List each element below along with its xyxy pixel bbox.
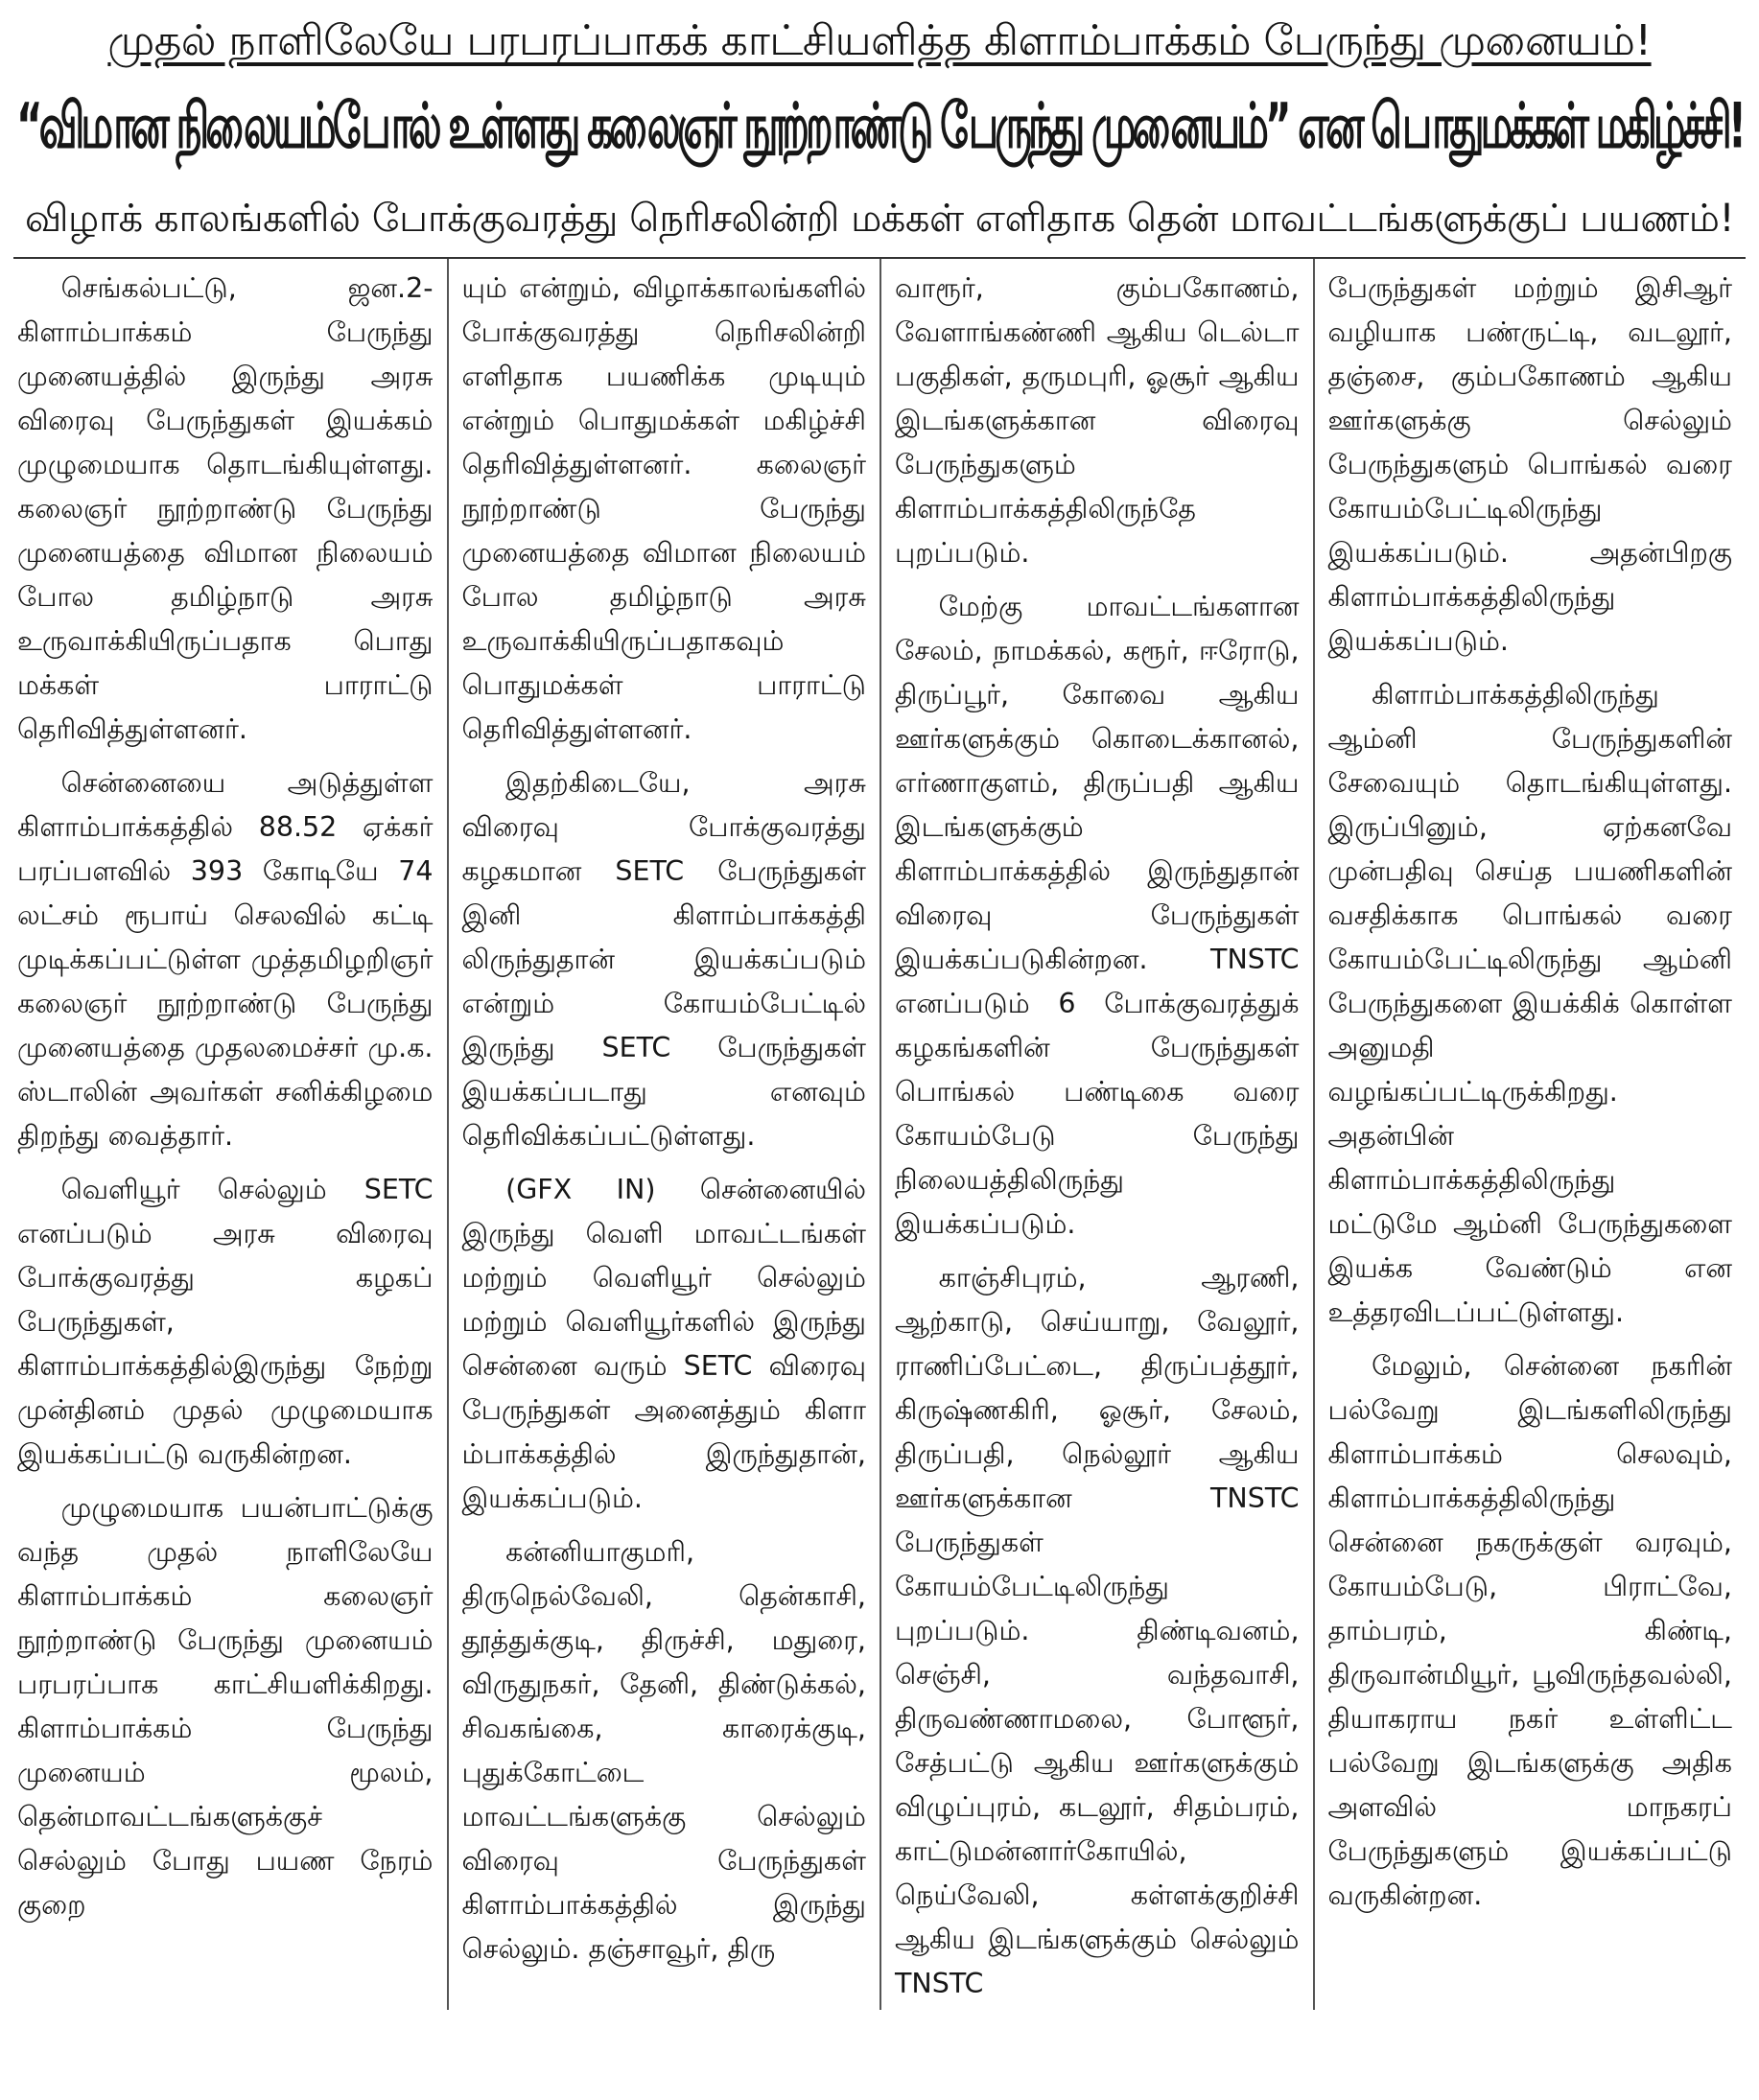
paragraph: வாரூர், கும்பகோணம், வேளாங்கண்ணி ஆகிய டெல்டா பகுதிகள், தருமபுரி, ஓசூர் ஆகிய இடங்களுக்கான விரைவு பேருந்துகளும் கிளாம்பாக்கத்திலிருந்தே புறப்படும். xyxy=(895,272,1300,569)
paragraph: இதற்கிடையே, அரசு விரைவு போக்குவரத்து கழகமான SETC பேருந்துகள் இனி கிளாம்பாக்கத்தி லிருந்துதான் இயக்கப்படும் என்றும் கோயம்பேட்டில் இருந்து SETC பேருந்துகள் இயக்கப்படாது எனவும் தெரிவிக்கப்பட்டுள்ளது. xyxy=(461,767,866,1152)
article-column-3 xyxy=(880,259,1313,2010)
paragraph: பேருந்துகள் மற்றும் இசிஆர் வழியாக பண்ருட்டி, வடலூர், தஞ்சை, கும்பகோணம் ஆகிய ஊர்களுக்கு செல்லும் பேருந்துகளும் பொங்கல் வரை கோயம்பேட்டிலிருந்து இயக்கப்படும். அதன்பிறகு கிளாம்பாக்கத்திலிருந்து இயக்கப்படும். xyxy=(1327,272,1732,657)
kicker-headline: முதல் நாளிலேயே பரபரப்பாகக் காட்சியளித்த கிளாம்பாக்கம் பேருந்து முனையம்! xyxy=(107,16,1652,65)
paragraph: (GFX IN) சென்னையில் இருந்து வெளி மாவட்டங்கள் மற்றும் வெளியூர் செல்லும் மற்றும் வெளியூர்களில் இருந்து சென்னை வரும் SETC விரைவு பேருந்துகள் அனைத்தும் கிளா ம்பாக்கத்தில் இருந்துதான், இயக்கப்படும். xyxy=(461,1174,866,1514)
paragraph: வெளியூர் செல்லும் SETC எனப்படும் அரசு விரைவு போக்குவரத்து கழகப் பேருந்துகள், கிளாம்பாக்கத்தில்இருந்து நேற்று முன்தினம் முதல் முழுமையாக இயக்கப்பட்டு வருகின்றன. xyxy=(17,1174,434,1470)
paragraph: யும் என்றும், விழாக்காலங்களில் போக்குவரத்து நெரிசலின்றி எளிதாக பயணிக்க முடியும் என்றும் பொதுமக்கள் மகிழ்ச்சி தெரிவித்துள்ளனர். கலைஞர் நூற்றாண்டு பேருந்து முனையத்தை விமான நிலையம் போல தமிழ்நாடு அரசு உருவாக்கியிருப்பதாகவும் பொதுமக்கள் பாராட்டு தெரிவித்துள்ளனர். xyxy=(461,272,866,745)
paragraph: மேற்கு மாவட்டங்களான சேலம், நாமக்கல், கரூர், ஈரோடு, திருப்பூர், கோவை ஆகிய ஊர்களுக்கும் கொடைக்கானல், எர்ணாகுளம், திருப்பதி ஆகிய இடங்களுக்கும் கிளாம்பாக்கத்தில் இருந்துதான் விரைவு பேருந்துகள் இயக்கப்படுகின்றன. TNSTC எனப்படும் 6 போக்குவரத்துக் கழகங்களின் பேருந்துகள் பொங்கல் பண்டிகை வரை கோயம்பேடு பேருந்து நிலையத்திலிருந்து இயக்கப்படும். xyxy=(895,591,1300,1240)
article-column-1 xyxy=(13,259,447,2010)
subheadline: விழாக் காலங்களில் போக்குவரத்து நெரிசலின்றி மக்கள் எளிதாக தென் மாவட்டங்களுக்குப் பயணம்! xyxy=(25,197,1734,241)
paragraph: காஞ்சிபுரம், ஆரணி, ஆற்காடு, செய்யாறு, வேலூர், ராணிப்பேட்டை, திருப்பத்தூர், கிருஷ்ணகிரி, ஓசூர், சேலம், திருப்பதி, நெல்லூர் ஆகிய ஊர்களுக்கான TNSTC பேருந்துகள் கோயம்பேட்டிலிருந்து புறப்படும். திண்டிவனம், செஞ்சி, வந்தவாசி, திருவண்ணாமலை, போளூர், சேத்பட்டு ஆகிய ஊர்களுக்கும் விழுப்புரம், கடலூர், சிதம்பரம், காட்டுமன்னார்கோயில், நெய்வேலி, கள்ளக்குறிச்சி ஆகிய இடங்களுக்கும் செல்லும் TNSTC xyxy=(895,1262,1300,1999)
paragraph: கிளாம்பாக்கத்திலிருந்து ஆம்னி பேருந்துகளின் சேவையும் தொடங்கியுள்ளது. இருப்பினும், ஏற்கனவே முன்பதிவு செய்த பயணிகளின் வசதிக்காக பொங்கல் வரை கோயம்பேட்டிலிருந்து ஆம்னி பேருந்துகளை இயக்கிக் கொள்ள அனுமதி வழங்கப்பட்டிருக்கிறது. அதன்பின் கிளாம்பாக்கத்திலிருந்து மட்டுமே ஆம்னி பேருந்துகளை இயக்க வேண்டும் என உத்தரவிடப்பட்டுள்ளது. xyxy=(1327,679,1732,1328)
article-column-4 xyxy=(1313,259,1747,2010)
paragraph: முழுமையாக பயன்பாட்டுக்கு வந்த முதல் நாளிலேயே கிளாம்பாக்கம் கலைஞர் நூற்றாண்டு பேருந்து முனையம் பரபரப்பாக காட்சியளிக்கிறது. கிளாம்பாக்கம் பேருந்து முனையம் மூலம், தென்மாவட்டங்களுக்குச் செல்லும் போது பயண நேரம் குறை xyxy=(17,1492,434,1921)
paragraph: சென்னையை அடுத்துள்ள கிளாம்பாக்கத்தில் 88.52 ஏக்கர் பரப்பளவில் 393 கோடியே 74 லட்சம் ரூபாய் செலவில் கட்டி முடிக்கப்பட்டுள்ள முத்தமிழறிஞர் கலைஞர் நூற்றாண்டு பேருந்து முனையத்தை முதலமைச்சர் மு.க. ஸ்டாலின் அவர்கள் சனிக்கிழமை திறந்து வைத்தார். xyxy=(17,767,434,1152)
article-column-2 xyxy=(447,259,880,2010)
paragraph: கன்னியாகுமரி, திருநெல்வேலி, தென்காசி, தூத்துக்குடி, திருச்சி, மதுரை, விருதுநகர், தேனி, திண்டுக்கல், சிவகங்கை, காரைக்குடி, புதுக்கோட்டை மாவட்டங்களுக்கு செல்லும் விரைவு பேருந்துகள் கிளாம்பாக்கத்தில் இருந்து செல்லும். தஞ்சாவூர், திரு xyxy=(461,1536,866,1965)
article-body xyxy=(13,259,1746,2010)
paragraph: செங்கல்பட்டு, ஜன.2- கிளாம்பாக்கம் பேருந்து முனையத்தில் இருந்து அரசு விரைவு பேருந்துகள் இயக்கம் முழுமையாக தொடங்கியுள்ளது. கலைஞர் நூற்றாண்டு பேருந்து முனையத்தை விமான நிலையம் போல தமிழ்நாடு அரசு உருவாக்கியிருப்பதாக பொது மக்கள் பாராட்டு தெரிவித்துள்ளனர். xyxy=(17,272,434,745)
paragraph: மேலும், சென்னை நகரின் பல்வேறு இடங்களிலிருந்து கிளாம்பாக்கம் செலவும், கிளாம்பாக்கத்திலிருந்து சென்னை நகருக்குள் வரவும், கோயம்பேடு, பிராட்வே, தாம்பரம், கிண்டி, திருவான்மியூர், பூவிருந்தவல்லி, தியாகராய நகர் உள்ளிட்ட பல்வேறு இடங்களுக்கு அதிக அளவில் மாநகரப் பேருந்துகளும் இயக்கப்பட்டு வருகின்றன. xyxy=(1327,1350,1732,1911)
main-headline: “விமான நிலையம்போல் உள்ளது கலைஞர் நூற்றாண்டு பேருந்து முனையம்” என பொதுமக்கள் மகிழ்ச்சி! xyxy=(16,89,1743,163)
